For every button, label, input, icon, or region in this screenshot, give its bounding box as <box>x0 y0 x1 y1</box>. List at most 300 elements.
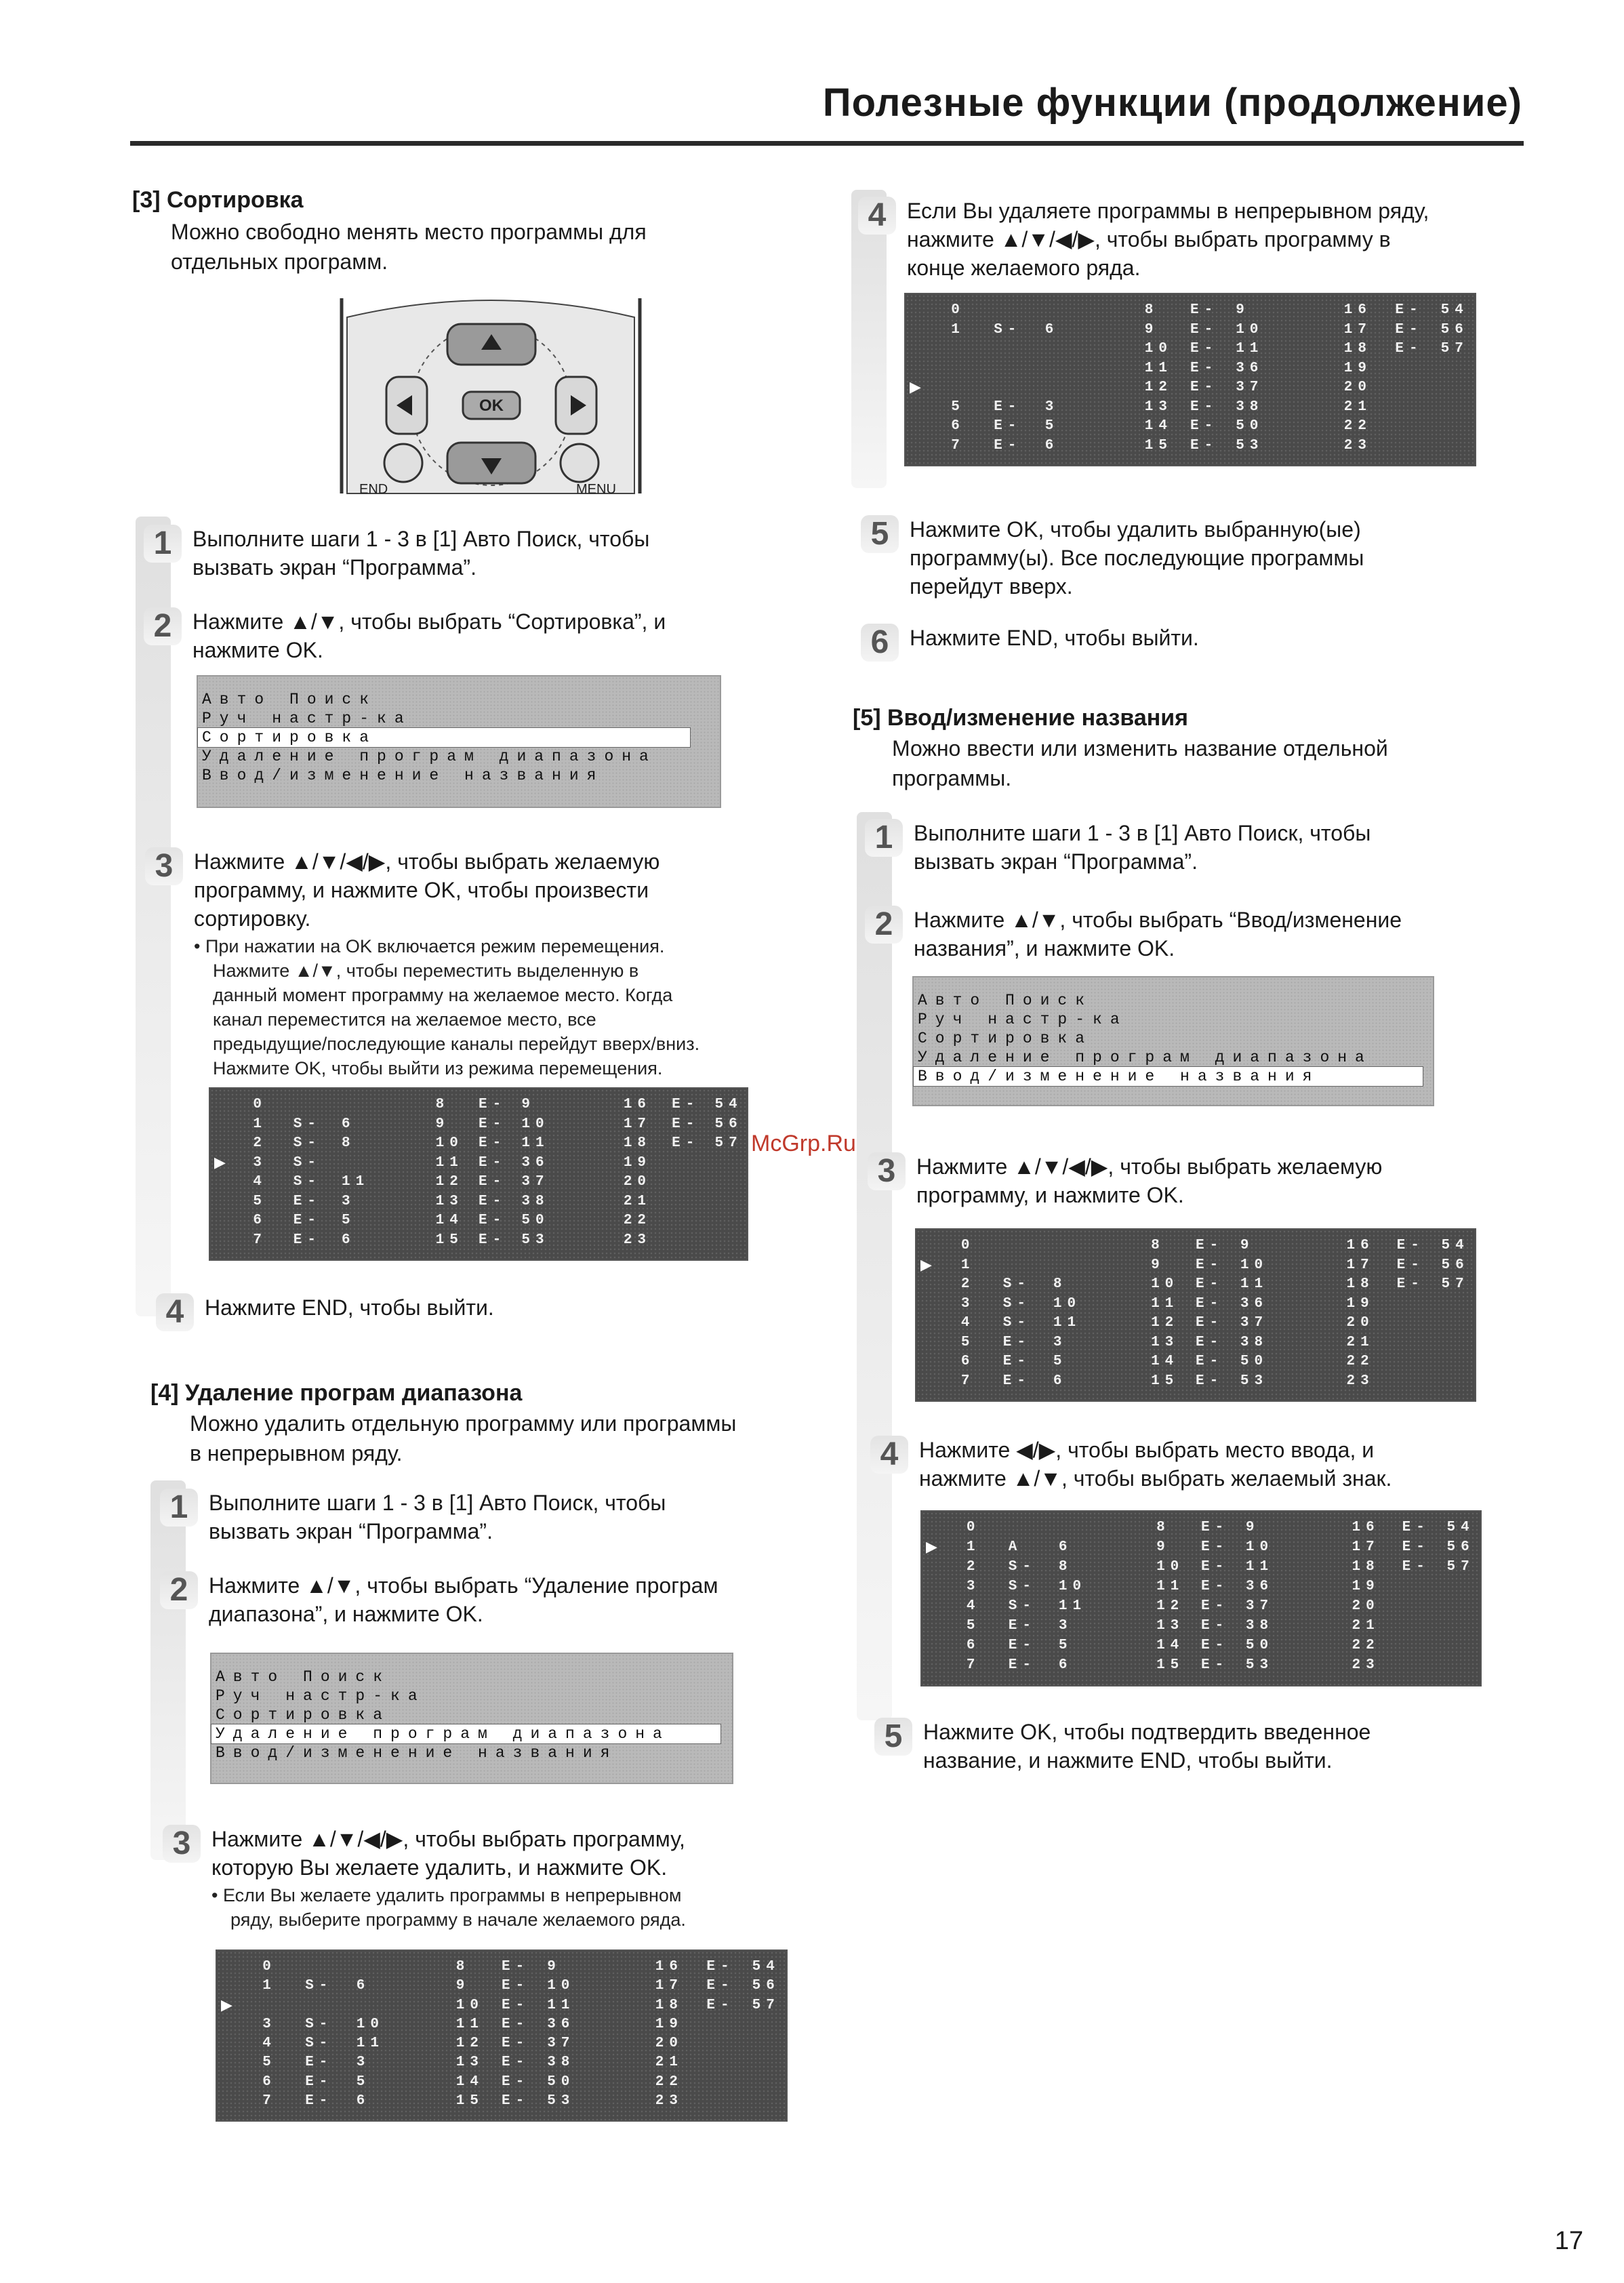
note-line: ряду, выберите программу в начале желаемого ряда. <box>230 1910 686 1930</box>
grid-row <box>916 1238 1475 1253</box>
grid-cell: 11 <box>1236 341 1264 357</box>
grid-row <box>922 1657 1480 1672</box>
grid-cell: E- <box>1402 1520 1430 1535</box>
delete-description <box>190 1409 736 1468</box>
grid-cell: E- <box>1196 1257 1224 1273</box>
grid-cell: 8 <box>1058 1559 1073 1575</box>
grid-cell: E- <box>994 418 1022 434</box>
grid-cell: 7 <box>262 2093 277 2109</box>
step-number: 1 <box>160 1489 198 1527</box>
grid-cell: 9 <box>1236 302 1250 318</box>
menu-item: Руч настр-ка <box>202 710 412 727</box>
grid-cell: 21 <box>623 1193 652 1209</box>
ok-button[interactable] <box>463 392 520 419</box>
grid-cell: E- <box>293 1193 321 1209</box>
grid-cell: 11 <box>1144 360 1173 376</box>
grid-cell: 4 <box>253 1174 267 1190</box>
grid-cell: 11 <box>521 1135 550 1151</box>
step-text-line: названия”, и нажмите OK. <box>914 936 1175 961</box>
step-note <box>211 1883 686 1932</box>
sort-description <box>171 217 647 277</box>
grid-cell: E- <box>1201 1539 1230 1555</box>
grid-cell: 37 <box>1240 1315 1269 1331</box>
cursor-arrow-icon: ▶ <box>920 1255 932 1273</box>
grid-cell: S- <box>994 321 1022 338</box>
grid-cell: E- <box>1196 1276 1224 1292</box>
grid-cell: 10 <box>435 1135 464 1151</box>
grid-cell: 5 <box>262 2055 277 2071</box>
grid-cell: 6 <box>342 1232 356 1248</box>
grid-cell: 13 <box>1156 1618 1185 1634</box>
menu-item: Авто Поиск <box>202 691 378 708</box>
grid-cell: 9 <box>547 1959 561 1975</box>
program-grid-delete-end <box>904 293 1476 466</box>
note-line: • При нажатии на OK включается режим перемещения. <box>194 936 665 956</box>
note-line: данный момент программу на желаемое место. Когда <box>213 985 673 1005</box>
grid-cell: 11 <box>435 1154 464 1171</box>
menu-screen-delete <box>210 1653 733 1784</box>
page-number: 17 <box>1554 2227 1583 2255</box>
grid-cell: 3 <box>253 1154 267 1171</box>
grid-cell: 3 <box>966 1579 981 1594</box>
grid-cell: 54 <box>1441 1238 1469 1253</box>
step-text-line: программу(ы). Все последующие программы <box>910 546 1364 570</box>
grid-cell: E- <box>305 2074 333 2090</box>
step-text-line: которую Вы желаете удалить, и нажмите OK. <box>211 1855 668 1880</box>
grid-row <box>210 1155 747 1170</box>
grid-cell: 38 <box>1236 399 1264 415</box>
grid-cell: E- <box>1201 1559 1230 1575</box>
title-rule <box>130 141 1524 146</box>
grid-cell: E- <box>1402 1559 1430 1575</box>
step-text-line: вызвать экран “Программа”. <box>209 1519 493 1543</box>
grid-cell: 3 <box>262 2016 277 2032</box>
grid-cell: 38 <box>521 1193 550 1209</box>
grid-cell: 19 <box>655 2016 684 2032</box>
grid-row <box>217 1998 786 2013</box>
grid-cell: E- <box>1196 1238 1224 1253</box>
delete-heading: [4] Удаление програм диапазона <box>150 1380 523 1406</box>
grid-cell: 21 <box>1352 1618 1380 1634</box>
grid-cell: 20 <box>655 2036 684 2051</box>
grid-cell: 20 <box>1352 1598 1380 1614</box>
grid-cell: 10 <box>1058 1579 1087 1594</box>
menu-item: Руч настр-ка <box>216 1687 426 1705</box>
grid-cell: 17 <box>623 1116 652 1132</box>
grid-cell: 21 <box>655 2055 684 2071</box>
step-number: 5 <box>874 1718 912 1756</box>
grid-cell: E- <box>1396 1238 1425 1253</box>
grid-cell: E- <box>672 1116 700 1132</box>
grid-cell: 18 <box>1343 341 1373 357</box>
step-text-line: Нажмите ▲/▼/◀/▶, чтобы выбрать программу, <box>211 1827 685 1851</box>
grid-cell: E- <box>1190 360 1219 376</box>
step-number: 1 <box>144 525 182 563</box>
grid-cell: 20 <box>623 1174 652 1190</box>
grid-cell: 54 <box>1440 302 1469 318</box>
grid-cell: S- <box>1002 1276 1031 1292</box>
grid-cell: 14 <box>1151 1354 1179 1369</box>
grid-cell: 16 <box>1343 302 1373 318</box>
grid-cell: S- <box>1008 1579 1036 1594</box>
grid-cell: 50 <box>1240 1354 1269 1369</box>
grid-cell: 50 <box>1236 418 1264 434</box>
page-title: Полезные функции (продолжение) <box>822 81 1522 125</box>
note-line: • Если Вы желаете удалить программы в непрерывном <box>211 1885 682 1905</box>
grid-cell: E- <box>502 1959 530 1975</box>
grid-cell: 6 <box>1044 321 1059 338</box>
menu-item: Удаление програм диапазона <box>202 748 657 765</box>
grid-cell: 22 <box>1352 1638 1380 1653</box>
grid-cell: 56 <box>1440 321 1469 338</box>
grid-row <box>210 1116 747 1131</box>
grid-cell: A <box>1008 1539 1023 1555</box>
grid-cell: 1 <box>253 1116 267 1132</box>
grid-cell: E- <box>1201 1657 1230 1673</box>
grid-cell: E- <box>1196 1354 1224 1369</box>
menu-screen-rename <box>912 976 1434 1106</box>
grid-row <box>906 361 1475 376</box>
step-number: 5 <box>861 515 899 553</box>
grid-cell: E- <box>1002 1373 1031 1389</box>
grid-cell: E- <box>293 1213 321 1228</box>
grid-cell: 11 <box>1240 1276 1269 1292</box>
step-text-line: перейдут вверх. <box>910 574 1073 599</box>
grid-cell: 12 <box>435 1174 464 1190</box>
right-arrow-icon[interactable] <box>556 377 596 434</box>
grid-cell: E- <box>1190 302 1219 318</box>
grid-cell: 53 <box>1236 437 1264 453</box>
step-sidebar <box>150 1480 186 1860</box>
grid-row <box>916 1335 1475 1350</box>
grid-cell: 14 <box>435 1213 464 1228</box>
grid-cell: 17 <box>1343 321 1373 338</box>
step-number: 4 <box>858 197 896 235</box>
grid-cell: 6 <box>262 2074 277 2090</box>
grid-cell: 12 <box>1156 1598 1185 1614</box>
grid-row <box>916 1276 1475 1291</box>
step-text-line: Выполните шаги 1 - 3 в [1] Авто Поиск, чтобы <box>914 821 1371 845</box>
grid-cell: 13 <box>435 1193 464 1209</box>
grid-cell: E- <box>1196 1334 1224 1350</box>
grid-cell: E- <box>479 1213 507 1228</box>
menu-item: Авто Поиск <box>918 992 1093 1009</box>
delete-desc-line: в непрерывном ряду. <box>190 1441 403 1466</box>
grid-cell: 18 <box>655 1997 684 2013</box>
grid-cell: S- <box>1002 1295 1031 1312</box>
grid-cell: 0 <box>253 1097 267 1112</box>
grid-cell: 9 <box>1156 1539 1171 1555</box>
step-number: 1 <box>865 819 903 857</box>
grid-cell: 22 <box>623 1213 652 1228</box>
grid-cell: E- <box>1190 418 1219 434</box>
grid-cell: 19 <box>1352 1579 1380 1594</box>
grid-row <box>922 1579 1480 1594</box>
grid-cell: 2 <box>966 1559 981 1575</box>
grid-cell: 56 <box>714 1116 743 1132</box>
delete-desc-line: Можно удалить отдельную программу или программы <box>190 1411 737 1436</box>
grid-cell: E- <box>502 2055 530 2071</box>
grid-cell: S- <box>1002 1315 1031 1331</box>
grid-cell: 4 <box>262 2036 277 2051</box>
grid-cell: 6 <box>1053 1373 1068 1389</box>
grid-cell: 36 <box>1245 1579 1274 1594</box>
grid-cell: E- <box>1201 1638 1230 1653</box>
grid-cell: 16 <box>1352 1520 1380 1535</box>
menu-item: Удаление програм диапазона <box>918 1049 1373 1066</box>
grid-cell: E- <box>994 399 1022 415</box>
grid-cell: E- <box>706 1959 735 1975</box>
grid-cell: 13 <box>1144 399 1173 415</box>
grid-cell: 5 <box>1058 1638 1073 1653</box>
grid-cell: E- <box>994 437 1022 453</box>
grid-cell: S- <box>293 1135 321 1151</box>
grid-cell: E- <box>502 2036 530 2051</box>
rename-desc-line: Можно ввести или изменить название отдельной <box>892 736 1388 761</box>
grid-cell: E- <box>502 1978 530 1994</box>
grid-cell: E- <box>305 2055 333 2071</box>
grid-cell: 37 <box>521 1174 550 1190</box>
grid-cell: 38 <box>547 2055 575 2071</box>
grid-row <box>922 1539 1480 1554</box>
grid-cell: E- <box>672 1135 700 1151</box>
grid-cell: 16 <box>655 1959 684 1975</box>
grid-cell: E- <box>1002 1354 1031 1369</box>
note-line: Нажмите OK, чтобы выйти из режима перемещения. <box>213 1058 663 1078</box>
grid-cell: 0 <box>966 1520 981 1535</box>
step-number: 2 <box>865 906 903 944</box>
grid-cell: 7 <box>253 1232 267 1248</box>
step-text-line: Нажмите OK, чтобы удалить выбранную(ые) <box>910 517 1361 542</box>
grid-cell: 6 <box>1058 1657 1073 1673</box>
grid-cell: 15 <box>1156 1657 1185 1673</box>
note-line: предыдущие/последующие каналы перейдут вверх/вниз. <box>213 1034 700 1054</box>
step-number: 2 <box>160 1571 198 1609</box>
grid-cell: 22 <box>1343 418 1373 434</box>
menu-item: Сортировка <box>216 1706 391 1724</box>
grid-cell: E- <box>1201 1618 1230 1634</box>
grid-cell: 38 <box>1245 1618 1274 1634</box>
grid-cell: 20 <box>1346 1315 1375 1331</box>
grid-cell: E- <box>479 1116 507 1132</box>
grid-row <box>906 418 1475 433</box>
grid-cell: 2 <box>253 1135 267 1151</box>
grid-cell: 3 <box>342 1193 356 1209</box>
menu-item-selected: Удаление програм диапазона <box>211 1724 720 1743</box>
grid-row <box>922 1559 1480 1574</box>
grid-cell: E- <box>1395 321 1423 338</box>
grid-cell: 23 <box>655 2093 684 2109</box>
grid-cell: 16 <box>623 1097 652 1112</box>
grid-cell: E- <box>479 1154 507 1171</box>
grid-row <box>906 380 1475 395</box>
grid-row <box>217 1959 786 1974</box>
step-text-line: Нажмите ▲/▼, чтобы выбрать “Удаление програм <box>209 1573 718 1598</box>
grid-cell: S- <box>305 2036 333 2051</box>
grid-cell: E- <box>1196 1315 1224 1331</box>
grid-cell: 38 <box>1240 1334 1269 1350</box>
grid-cell: 23 <box>1343 437 1373 453</box>
menu-item: Ввод/изменение названия <box>216 1744 618 1762</box>
grid-cell: S- <box>293 1116 321 1132</box>
program-grid-delete-start <box>216 1949 788 2122</box>
grid-cell: 10 <box>455 1997 485 2013</box>
step-text-line: конце желаемого ряда. <box>907 256 1141 280</box>
grid-cell: E- <box>706 1997 735 2013</box>
grid-cell: 5 <box>1053 1354 1068 1369</box>
grid-cell: E- <box>1008 1638 1036 1653</box>
grid-cell: 14 <box>1144 418 1173 434</box>
grid-row <box>922 1618 1480 1633</box>
grid-cell: 5 <box>1044 418 1059 434</box>
grid-cell: 54 <box>752 1959 780 1975</box>
grid-cell: 9 <box>1245 1520 1260 1535</box>
grid-cell: 11 <box>1058 1598 1087 1614</box>
grid-cell: 10 <box>1151 1276 1179 1292</box>
grid-row <box>210 1213 747 1228</box>
grid-cell: 8 <box>1053 1276 1068 1292</box>
end-button[interactable] <box>384 444 422 482</box>
step-sidebar <box>857 812 892 1720</box>
grid-cell: 10 <box>1156 1559 1185 1575</box>
grid-cell: 53 <box>521 1232 550 1248</box>
grid-cell: 36 <box>1240 1295 1269 1312</box>
grid-cell: 6 <box>356 1978 371 1994</box>
grid-cell: 18 <box>623 1135 652 1151</box>
grid-row <box>916 1354 1475 1369</box>
step-text-line: программу, и нажмите OK. <box>916 1183 1184 1207</box>
grid-cell: S- <box>1008 1559 1036 1575</box>
grid-cell: 7 <box>966 1657 981 1673</box>
sort-desc-line: Можно свободно менять место программы для <box>171 220 647 244</box>
grid-cell: 37 <box>1236 380 1264 395</box>
grid-cell: 57 <box>1440 341 1469 357</box>
cursor-arrow-icon: ▶ <box>214 1153 226 1171</box>
grid-cell: E- <box>1396 1257 1425 1273</box>
grid-cell: E- <box>672 1097 700 1112</box>
step-number: 3 <box>868 1152 906 1190</box>
grid-cell: 11 <box>1053 1315 1082 1331</box>
grid-cell: E- <box>293 1232 321 1248</box>
grid-cell: E- <box>479 1193 507 1209</box>
left-arrow-icon[interactable] <box>386 377 427 434</box>
program-grid-rename-select <box>915 1228 1476 1402</box>
grid-cell: E- <box>1190 380 1219 395</box>
grid-cell: 12 <box>1151 1315 1179 1331</box>
grid-cell: 17 <box>1352 1539 1380 1555</box>
grid-cell: S- <box>293 1154 321 1171</box>
sort-heading: [3] Сортировка <box>132 187 304 213</box>
grid-cell: 10 <box>521 1116 550 1132</box>
grid-cell: 15 <box>1151 1373 1179 1389</box>
step-text-line: Нажмите ▲/▼/◀/▶, чтобы выбрать желаемую <box>194 849 660 874</box>
grid-cell: 50 <box>521 1213 550 1228</box>
step-text-line: программу, и нажмите OK, чтобы произвести <box>194 878 649 902</box>
grid-cell: E- <box>1002 1334 1031 1350</box>
grid-cell: S- <box>1008 1598 1036 1614</box>
grid-cell: S- <box>305 1978 333 1994</box>
grid-cell: 10 <box>1245 1539 1274 1555</box>
grid-cell: 12 <box>455 2036 485 2051</box>
step-text-line: Нажмите END, чтобы выйти. <box>910 626 1199 650</box>
grid-row <box>217 2036 786 2050</box>
step-text-line: вызвать экран “Программа”. <box>192 555 476 580</box>
ok-label: OK <box>479 397 504 415</box>
grid-cell: 9 <box>521 1097 535 1112</box>
grid-cell: 21 <box>1343 399 1373 415</box>
grid-cell: E- <box>1196 1373 1224 1389</box>
grid-cell: 6 <box>951 418 965 434</box>
grid-row <box>210 1194 747 1209</box>
grid-cell: E- <box>1201 1520 1230 1535</box>
grid-row <box>210 1174 747 1189</box>
grid-cell: 10 <box>356 2016 385 2032</box>
grid-cell: E- <box>706 1978 735 1994</box>
grid-cell: 8 <box>342 1135 356 1151</box>
grid-cell: E- <box>305 2093 333 2109</box>
grid-cell: 54 <box>1446 1520 1475 1535</box>
step-text-line: название, и нажмите END, чтобы выйти. <box>923 1748 1333 1773</box>
grid-cell: E- <box>1008 1657 1036 1673</box>
grid-cell: 10 <box>547 1978 575 1994</box>
step-text-line: нажмите OK. <box>192 638 323 662</box>
grid-cell: 13 <box>455 2055 485 2071</box>
down-arrow-icon[interactable] <box>447 443 535 483</box>
step-text-line: Выполните шаги 1 - 3 в [1] Авто Поиск, чтобы <box>192 527 650 551</box>
grid-cell: 6 <box>342 1116 356 1132</box>
grid-cell: 15 <box>1144 437 1173 453</box>
grid-cell: 23 <box>1352 1657 1380 1673</box>
menu-item-selected: Сортировка <box>198 728 690 747</box>
grid-row <box>916 1296 1475 1311</box>
grid-cell: 3 <box>960 1295 975 1312</box>
sort-desc-line: отдельных программ. <box>171 249 388 274</box>
step-number: 6 <box>861 624 899 662</box>
grid-cell: 15 <box>435 1232 464 1248</box>
grid-cell: 57 <box>752 1997 780 2013</box>
grid-cell: 5 <box>356 2074 371 2090</box>
grid-cell: S- <box>305 2016 333 2032</box>
grid-cell: E- <box>502 2093 530 2109</box>
grid-row <box>906 341 1475 356</box>
grid-cell: 23 <box>1346 1373 1375 1389</box>
grid-cell: 9 <box>435 1116 450 1132</box>
grid-cell: E- <box>1190 437 1219 453</box>
grid-cell: 7 <box>960 1373 975 1389</box>
step-text-line: Выполните шаги 1 - 3 в [1] Авто Поиск, чтобы <box>209 1491 666 1515</box>
note-line: Нажмите ▲/▼, чтобы переместить выделенную в <box>213 961 639 981</box>
up-arrow-icon[interactable] <box>447 324 535 365</box>
grid-cell: 8 <box>435 1097 450 1112</box>
grid-row <box>217 2055 786 2069</box>
grid-cell: 19 <box>1343 360 1373 376</box>
grid-row <box>217 1978 786 1993</box>
grid-row <box>210 1135 747 1150</box>
grid-cell: 12 <box>1144 380 1173 395</box>
grid-cell: 54 <box>714 1097 743 1112</box>
rename-description <box>892 733 1388 793</box>
grid-cell: 36 <box>547 2016 575 2032</box>
menu-item: Руч настр-ка <box>918 1011 1128 1028</box>
grid-cell: 6 <box>1044 437 1059 453</box>
grid-cell: E- <box>1395 341 1423 357</box>
menu-button[interactable] <box>561 444 598 482</box>
menu-item: Авто Поиск <box>216 1668 391 1686</box>
grid-row <box>217 2074 786 2089</box>
cursor-arrow-icon: ▶ <box>926 1538 937 1555</box>
grid-row <box>210 1232 747 1247</box>
grid-row <box>906 438 1475 453</box>
